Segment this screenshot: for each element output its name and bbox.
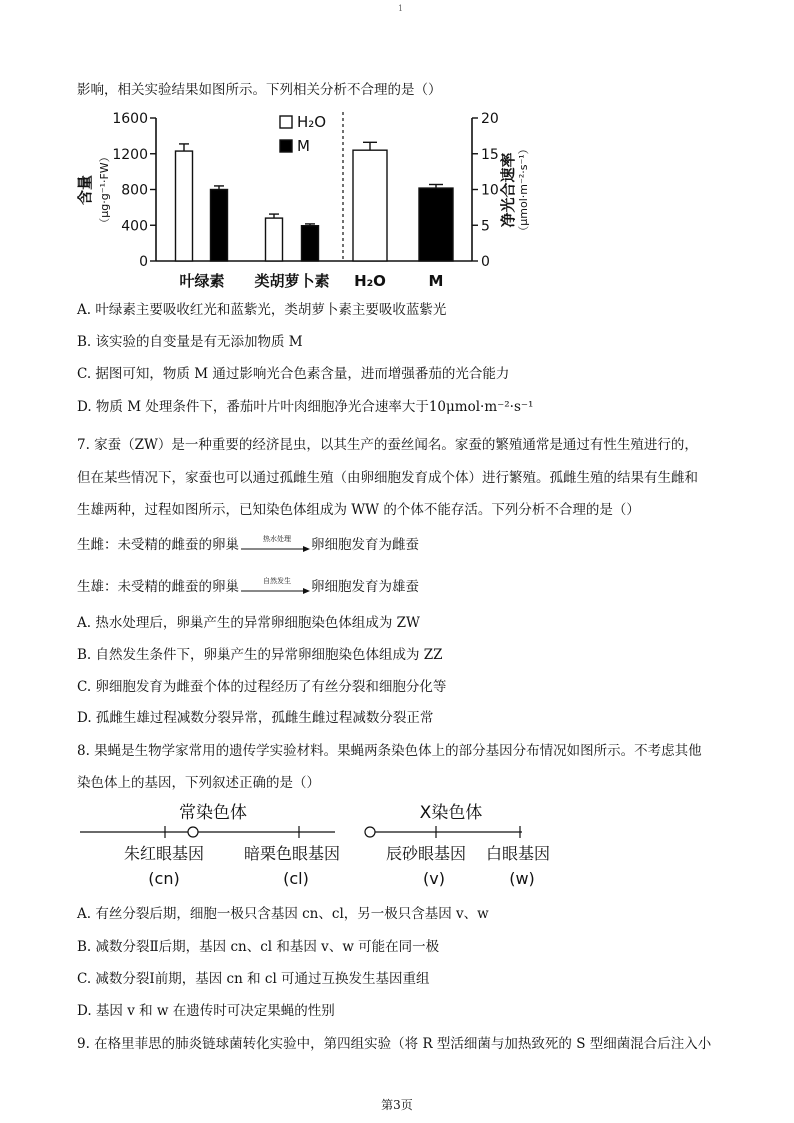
q8-option-a: A. 有丝分裂后期，细胞一极只含基因 cn、cl，另一极只含基因 v、w	[77, 906, 489, 922]
gene-name-cn: 朱红眼基因	[123, 844, 205, 863]
x-centromere	[365, 827, 375, 837]
page-footer: 第3页	[381, 1098, 413, 1112]
q6-option-a: A. 叶绿素主要吸收红光和蓝紫光，类胡萝卜素主要吸收蓝紫光	[77, 302, 447, 318]
gene-name-v: 辰砂眼基因	[385, 844, 467, 863]
q8-option-d: D. 基因 v 和 w 在遗传时可决定果蝇的性别	[77, 1003, 335, 1019]
gene-symbol-cn: (cn)	[148, 869, 180, 888]
q7-line-1: 7. 家蚕（ZW）是一种重要的经济昆虫，以其生产的蚕丝闻名。家蚕的繁殖通常是通过有性生殖进行的，	[77, 437, 698, 453]
q6-option-d: D. 物质 M 处理条件下，番茄叶片叶肉细胞净光合速率大于10μmol·m⁻²·s⁻¹	[77, 399, 534, 415]
q6-option-c: C. 据图可知，物质 M 通过影响光合色素含量，进而增强番茄的光合能力	[77, 366, 510, 382]
q8-line-1: 8. 果蝇是生物学家常用的遗传学实验材料。果蝇两条染色体上的部分基因分布情况如图所示。不考虑其他	[77, 743, 702, 759]
right-tick-label: 5	[481, 218, 490, 235]
category-label: 类胡萝卜素	[254, 272, 330, 290]
right-tick-label: 0	[481, 254, 490, 270]
left-y-unit: （μg·g⁻¹·FW）	[98, 151, 111, 229]
flow-arrow-label: 热水处理	[263, 534, 291, 543]
gene-name-cl: 暗栗色眼基因	[243, 844, 341, 863]
legend-label-m: M	[297, 137, 310, 155]
q7-option-b: B. 自然发生条件下，卵巢产生的异常卵细胞染色体组成为 ZZ	[77, 647, 443, 663]
right-tick-label: 10	[481, 182, 499, 199]
autosome-centromere	[188, 827, 198, 837]
flow-arrow	[239, 534, 311, 553]
bar-rate	[419, 188, 453, 261]
bar-h2o	[266, 218, 283, 261]
right-y-unit: （μmol·m⁻²·s⁻¹）	[517, 143, 530, 237]
category-label: M	[428, 272, 444, 290]
gene-name-w: 白眼基因	[485, 844, 551, 863]
left-tick-label: 400	[121, 218, 148, 235]
q7-line-3: 生雄两种，过程如图所示，已知染色体组成为 WW 的个体不能存活。下列分析不合理的是（）	[77, 502, 640, 518]
q8-line-2: 染色体上的基因，下列叙述正确的是（）	[77, 775, 320, 791]
q7-option-a: A. 热水处理后，卵巢产生的异常卵细胞染色体组成为 ZW	[77, 615, 420, 631]
question-6-intro: 影响，相关实验结果如图所示。下列相关分析不合理的是（）	[77, 82, 442, 98]
q8-option-b: B. 减数分裂Ⅱ后期，基因 cn、cl 和基因 v、w 可能在同一极	[77, 939, 440, 955]
bar-m	[211, 190, 228, 262]
q7-option-c: C. 卵细胞发育为雌蚕个体的过程经历了有丝分裂和细胞分化等	[77, 679, 447, 695]
q6-option-b: B. 该实验的自变量是有无添加物质 M	[77, 334, 303, 350]
left-y-label: 含量	[76, 174, 94, 206]
header-mark: 1	[398, 4, 404, 13]
flow-suffix: 卵细胞发育为雄蚕	[311, 579, 419, 595]
bar-h2o	[176, 151, 193, 261]
right-tick-label: 20	[481, 111, 499, 127]
left-tick-label: 1600	[112, 111, 148, 127]
bar-m	[302, 226, 319, 261]
left-tick-label: 0	[139, 254, 148, 270]
legend	[280, 113, 326, 155]
gene-symbol-w: (w)	[509, 869, 535, 888]
right-y-label: 净光合速率	[499, 152, 517, 228]
flow-arrow	[239, 576, 311, 595]
bar-rate	[353, 150, 387, 261]
left-tick-label: 1200	[112, 146, 148, 163]
gene-symbol-cl: (cl)	[283, 869, 309, 888]
chromosome-diagram	[70, 796, 570, 892]
flow-prefix: 生雄：未受精的雌蚕的卵巢	[77, 579, 239, 595]
flow-suffix: 卵细胞发育为雌蚕	[311, 537, 419, 553]
q7-flow-male	[77, 577, 419, 597]
flow-arrow-label: 自然发生	[263, 576, 291, 585]
autosome-title: 常染色体	[179, 803, 247, 823]
category-label: 叶绿素	[179, 272, 225, 290]
q7-option-d: D. 孤雌生雄过程减数分裂异常，孤雌生雌过程减数分裂正常	[77, 710, 434, 726]
category-label: H₂O	[354, 272, 386, 290]
gene-symbol-v: (v)	[423, 869, 445, 888]
q9-line-1: 9. 在格里菲思的肺炎链球菌转化实验中，第四组实验（将 R 型活细菌与加热致死的 S 型细菌混合后注入小	[77, 1036, 712, 1052]
flow-prefix: 生雌：未受精的雌蚕的卵巢	[77, 537, 239, 553]
legend-swatch-m	[280, 140, 292, 152]
q7-flow-female	[77, 535, 419, 555]
q8-option-c: C. 减数分裂Ⅰ前期，基因 cn 和 cl 可通过互换发生基因重组	[77, 971, 430, 987]
legend-label-h2o: H₂O	[297, 113, 327, 131]
legend-swatch-h2o	[280, 116, 292, 128]
q7-line-2: 但在某些情况下，家蚕也可以通过孤雌生殖（由卵细胞发育成个体）进行繁殖。孤雌生殖的结果有生雌和	[77, 470, 698, 486]
chart-figure	[70, 108, 530, 298]
x-chromosome-title: X染色体	[419, 803, 483, 823]
right-tick-label: 15	[481, 146, 499, 163]
left-tick-label: 800	[121, 182, 148, 199]
